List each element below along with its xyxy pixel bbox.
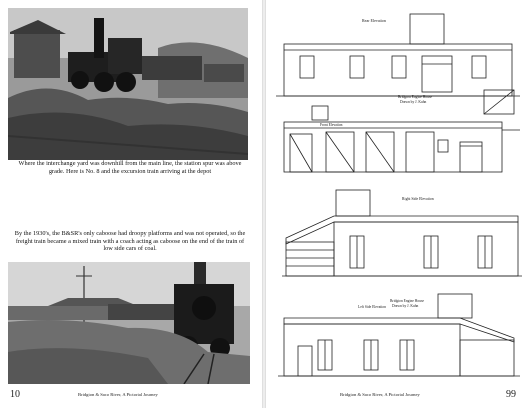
label-rear-elevation: Rear Elevation — [362, 18, 386, 23]
label-front-elevation: Front Elevation — [320, 123, 343, 127]
drawing-rear-front-elevation — [276, 10, 520, 176]
drawing-right-side-elevation — [282, 182, 522, 282]
drawing1-title-line2: Drawn by J. Kuhn — [400, 100, 427, 104]
label-right-side-elevation: Right Side Elevation — [402, 197, 434, 201]
page-number-left: 10 — [10, 389, 20, 400]
caption-mixed-train: By the 1930's, the B&SR's only caboose had droopy platforms and was not operated, so the freight train became a mixed train with a coach acting as caboose on the end of the train of low side cars of coal. — [14, 230, 246, 253]
footer-left: Bridgton & Saco River, A Pictorial Journey — [78, 392, 158, 397]
drawing-left-side-elevation — [278, 288, 520, 380]
photo-mixed-train — [8, 262, 250, 384]
photo-mixed-train-image — [8, 262, 250, 384]
footer-right: Bridgton & Saco River, A Pictorial Journey — [340, 392, 420, 397]
caption-station-spur: Where the interchange yard was downhill from the main line, the station spur was above grade. Here is No. 8 and the excursion train arriving at the depot — [18, 160, 242, 175]
drawing1-title-line1: Bridgton Engine House — [398, 95, 432, 99]
right-page — [266, 0, 528, 408]
page-number-right: 99 — [506, 389, 516, 400]
photo-station-spur-image — [8, 8, 248, 160]
drawing3-title-line1: Bridgton Engine House — [390, 299, 424, 303]
label-left-side-elevation: Left Side Elevation — [358, 305, 386, 309]
drawing3-title-line2: Drawn by J. Kuhn — [392, 304, 419, 308]
left-page — [0, 0, 262, 408]
photo-station-spur — [8, 8, 248, 160]
